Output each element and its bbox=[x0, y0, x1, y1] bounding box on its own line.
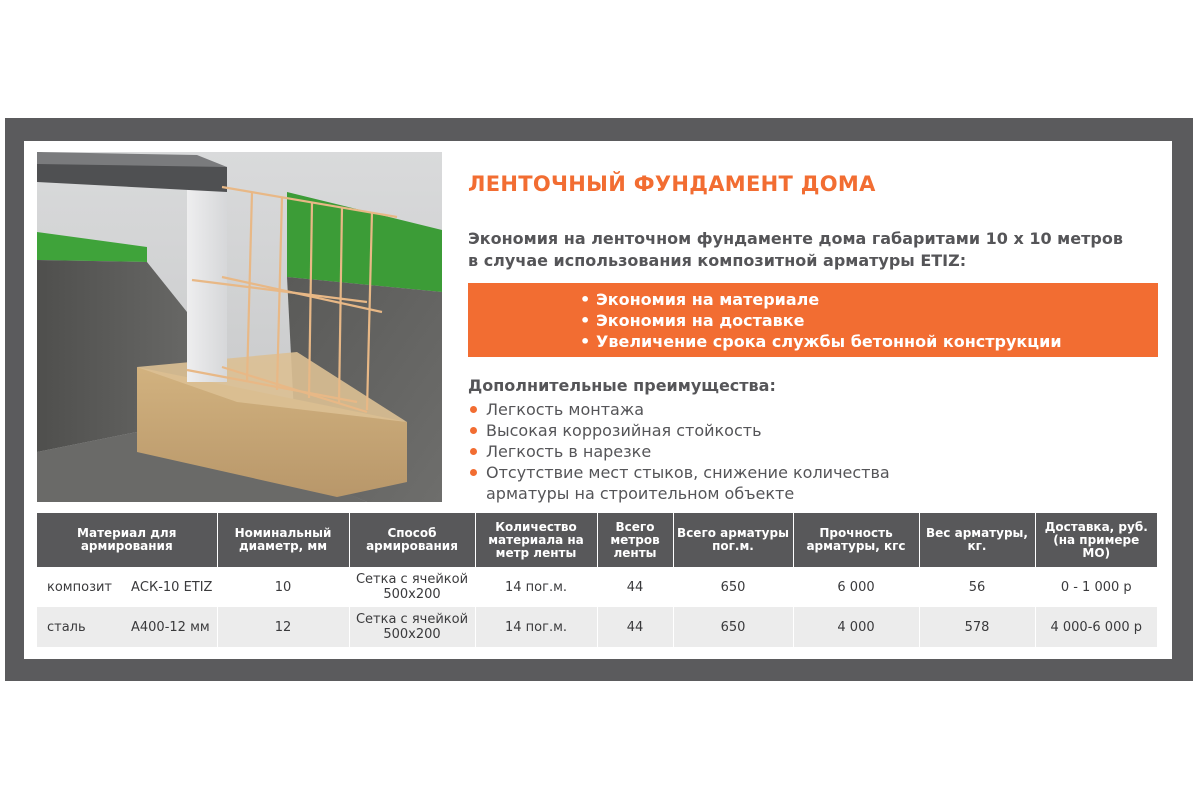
intro-text bbox=[468, 228, 1158, 272]
method-line-2: 500х200 bbox=[383, 627, 441, 642]
column-header: Материал для армирования bbox=[37, 513, 217, 567]
table-row bbox=[37, 607, 1157, 647]
method-line-1: Сетка с ячейкой bbox=[355, 612, 469, 627]
foundation-illustration bbox=[37, 152, 442, 502]
weight-cell: 56 bbox=[919, 567, 1035, 607]
material-cell bbox=[37, 607, 217, 647]
advantages-title: Дополнительные преимущества: bbox=[468, 376, 776, 395]
highlight-item bbox=[580, 331, 1158, 352]
advantage-text: Высокая коррозийная стойкость bbox=[486, 421, 762, 440]
delivery-cell: 4 000-6 000 р bbox=[1035, 607, 1157, 647]
method-line-1: Сетка с ячейкой bbox=[355, 572, 469, 587]
bullet-icon bbox=[470, 469, 477, 476]
column-header: Количество материала на метр ленты bbox=[475, 513, 597, 567]
total-meters-cell: 44 bbox=[597, 607, 673, 647]
strength-cell: 6 000 bbox=[793, 567, 919, 607]
advantages-list bbox=[468, 399, 1068, 504]
material-grade: АСК-10 ETIZ bbox=[131, 579, 213, 595]
column-header: Способ армирования bbox=[349, 513, 475, 567]
table-header-row bbox=[37, 513, 1157, 567]
highlight-text: Экономия на материале bbox=[596, 290, 820, 309]
advantage-item bbox=[468, 462, 926, 504]
intro-line-2: в случае использования композитной арматуры ETIZ: bbox=[468, 251, 967, 270]
material-cell bbox=[37, 567, 217, 607]
column-header: Доставка, руб. (на примере МО) bbox=[1035, 513, 1157, 567]
highlight-text: Увеличение срока службы бетонной конструкции bbox=[596, 332, 1062, 351]
total-meters-cell: 44 bbox=[597, 567, 673, 607]
delivery-cell: 0 - 1 000 р bbox=[1035, 567, 1157, 607]
bullet-icon bbox=[470, 406, 477, 413]
bullet-icon: • bbox=[580, 290, 591, 309]
method-cell bbox=[349, 567, 475, 607]
page-title: ЛЕНТОЧНЫЙ ФУНДАМЕНТ ДОМА bbox=[468, 172, 876, 196]
material-name: сталь bbox=[47, 619, 86, 635]
per-meter-cell: 14 пог.м. bbox=[475, 567, 597, 607]
advantage-item bbox=[468, 441, 1068, 462]
bullet-icon: • bbox=[580, 332, 591, 351]
total-rebar-cell: 650 bbox=[673, 607, 793, 647]
intro-line-1: Экономия на ленточном фундаменте дома габаритами 10 х 10 метров bbox=[468, 229, 1123, 248]
advantage-item bbox=[468, 399, 1068, 420]
comparison-table bbox=[37, 513, 1157, 647]
per-meter-cell: 14 пог.м. bbox=[475, 607, 597, 647]
material-name: композит bbox=[47, 579, 112, 595]
weight-cell: 578 bbox=[919, 607, 1035, 647]
total-rebar-cell: 650 bbox=[673, 567, 793, 607]
highlight-item bbox=[580, 310, 1158, 331]
column-header: Всего метров ленты bbox=[597, 513, 673, 567]
bullet-icon bbox=[470, 448, 477, 455]
highlight-item bbox=[580, 289, 1158, 310]
advantage-text: Отсутствие мест стыков, снижение количества арматуры на строительном объекте bbox=[486, 463, 890, 503]
advantage-item bbox=[468, 420, 1068, 441]
diameter-cell: 12 bbox=[217, 607, 349, 647]
advantage-text: Легкость в нарезке bbox=[486, 442, 652, 461]
method-line-2: 500х200 bbox=[383, 587, 441, 602]
bullet-icon: • bbox=[580, 311, 591, 330]
diameter-cell: 10 bbox=[217, 567, 349, 607]
highlight-text: Экономия на доставке bbox=[596, 311, 805, 330]
advantage-text: Легкость монтажа bbox=[486, 400, 645, 419]
highlights-box bbox=[468, 283, 1158, 357]
column-header: Всего арматуры пог.м. bbox=[673, 513, 793, 567]
bullet-icon bbox=[470, 427, 477, 434]
column-header: Номинальный диаметр, мм bbox=[217, 513, 349, 567]
method-cell bbox=[349, 607, 475, 647]
column-header: Прочность арматуры, кгс bbox=[793, 513, 919, 567]
table-row bbox=[37, 567, 1157, 607]
strength-cell: 4 000 bbox=[793, 607, 919, 647]
material-grade: А400-12 мм bbox=[131, 619, 210, 635]
column-header: Вес арматуры, кг. bbox=[919, 513, 1035, 567]
